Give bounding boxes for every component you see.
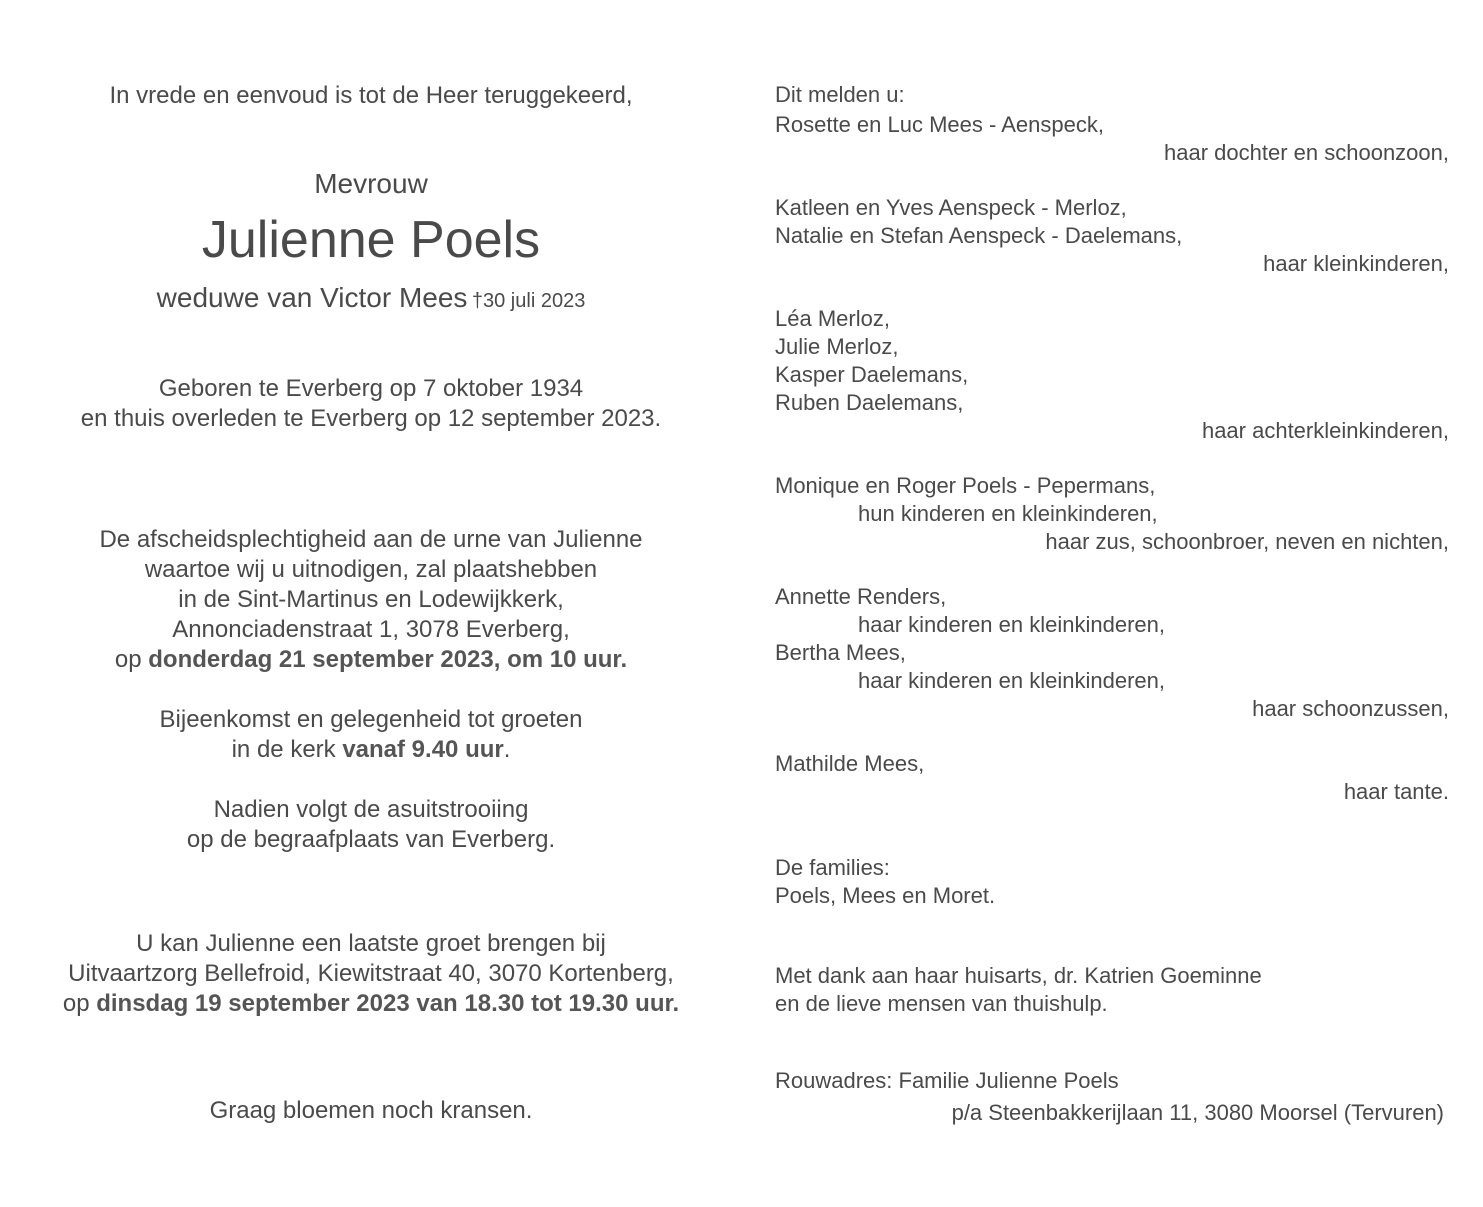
ceremony-line-3: in de Sint-Martinus en Lodewijkkerk, [178,586,564,613]
family-sister: Monique en Roger Poels - Pepermans, [775,473,1156,498]
visit-line-2: Uitvaartzorg Bellefroid, Kiewitstraat 40, 3070 Kortenberg, [68,960,674,987]
birth-line: Geboren te Everberg op 7 oktober 1934 [158,375,584,402]
family-greatgrandchild-4: Ruben Daelemans, [775,390,964,415]
mourning-address-label: Rouwadres: Familie Julienne Poels [775,1068,1119,1093]
role-sister: haar zus, schoonbroer, neven en nichten, [1045,529,1449,554]
mourning-address: p/a Steenbakkerijlaan 11, 3080 Moorsel (Tervuren) [951,1100,1444,1125]
family-sister-in-law-1-children: haar kinderen en kleinkinderen, [858,612,1165,637]
family-grandchild-1: Katleen en Yves Aenspeck - Merloz, [775,195,1127,220]
gathering-line-1: Bijeenkomst en gelegenheid tot groeten [159,706,583,733]
thanks-line-1: Met dank aan haar huisarts, dr. Katrien Goeminne [775,963,1262,988]
family-greatgrandchild-2: Julie Merloz, [775,334,899,359]
ceremony-prefix: op [114,646,149,673]
ceremony-line-4: Annonciadenstraat 1, 3078 Everberg, [172,616,570,643]
gathering-time: vanaf 9.40 uur [342,736,504,763]
role-greatgrandchildren: haar achterkleinkinderen, [1201,418,1449,443]
ceremony-date: donderdag 21 september 2023, om 10 uur. [148,646,628,673]
family-greatgrandchild-1: Léa Merloz, [775,306,890,331]
ceremony-line-5 [115,648,627,672]
family-aunt: Mathilde Mees, [775,751,925,776]
family-greatgrandchild-3: Kasper Daelemans, [775,362,969,387]
gathering-line-2 [232,738,511,762]
visit-line-1: U kan Julienne een laatste groet brengen bij [136,930,606,957]
announce-label: Dit melden u: [775,82,905,107]
ceremony-line-2: waartoe wij u uitnodigen, zal plaatshebben [144,556,598,583]
gathering-suffix: . [503,736,511,763]
family-grandchild-2: Natalie en Stefan Aenspeck - Daelemans, [775,223,1183,248]
widow-line [157,284,586,312]
role-aunt: haar tante. [1343,779,1449,804]
intro-line: In vrede en eenvoud is tot de Heer teruggekeerd, [109,82,633,109]
widow-date: †30 juli 2023 [471,290,586,312]
family-sister-in-law-2: Bertha Mees, [775,640,906,665]
visit-date: dinsdag 19 september 2023 van 18.30 tot 19.30 uur. [96,990,680,1017]
ceremony-line-1: De afscheidsplechtigheid aan de urne van Julienne [99,526,643,553]
families-names: Poels, Mees en Moret. [775,883,996,908]
families-label: De families: [775,855,890,880]
flowers-note: Graag bloemen noch kransen. [209,1097,533,1124]
salutation: Mevrouw [314,168,428,199]
family-sister-in-law-1: Annette Renders, [775,584,947,609]
widow-of: weduwe van Victor Mees [156,282,468,313]
family-sister-in-law-2-children: haar kinderen en kleinkinderen, [858,668,1165,693]
role-sisters-in-law: haar schoonzussen, [1252,696,1449,721]
deceased-name: Julienne Poels [201,211,541,269]
family-sister-children: hun kinderen en kleinkinderen, [858,501,1158,526]
family-daughter: Rosette en Luc Mees - Aenspeck, [775,112,1104,137]
thanks-line-2: en de lieve mensen van thuishulp. [775,991,1108,1016]
death-line: en thuis overleden te Everberg op 12 september 2023. [80,405,662,432]
visit-line-3 [63,992,679,1016]
gathering-prefix: in de kerk [231,736,343,763]
role-daughter: haar dochter en schoonzoon, [1164,140,1449,165]
role-grandchildren: haar kleinkinderen, [1263,251,1449,276]
visit-prefix: op [62,990,97,1017]
ashes-line-2: op de begraafplaats van Everberg. [186,826,556,853]
ashes-line-1: Nadien volgt de asuitstrooiing [213,796,529,823]
